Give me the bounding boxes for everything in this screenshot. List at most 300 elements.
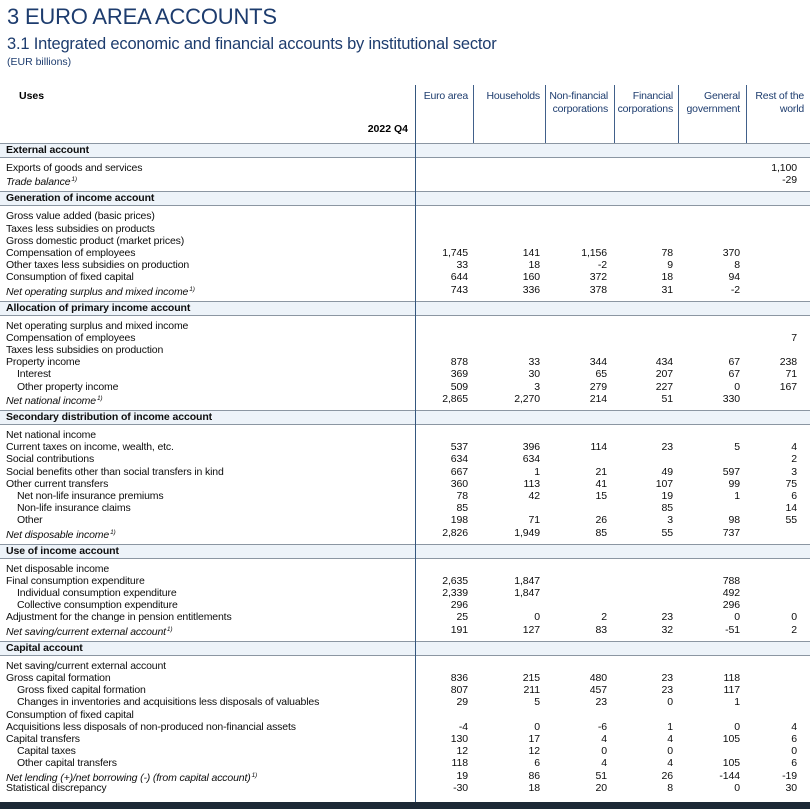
cell-value <box>415 235 473 247</box>
row-label: Net operating surplus and mixed income <box>6 319 189 332</box>
table-row-consumption-of-fixed-capital <box>0 271 810 283</box>
cell-value <box>473 563 545 575</box>
unit-note: (EUR billions) <box>7 56 72 68</box>
cell-value: 878 <box>450 356 468 369</box>
section-title-label: Use of income account <box>6 544 119 557</box>
table-row-net-operating-surplus-and-mixed-income <box>0 284 810 296</box>
cell-value <box>678 563 746 575</box>
cell-value: 597 <box>722 465 740 478</box>
section-rows-allocation-of-primary-income-account <box>0 316 810 410</box>
cell-value: -29 <box>782 174 797 187</box>
cell-value: 8 <box>667 781 673 794</box>
cell-value <box>415 223 473 235</box>
cell-value: 71 <box>528 514 540 527</box>
row-label: Net non-life insurance premiums <box>17 489 164 502</box>
cell-value: 2,635 <box>442 574 468 587</box>
cell-value: 114 <box>590 441 607 454</box>
table-row-net-saving-current-external-account <box>0 624 810 636</box>
section-rows-capital-account <box>0 656 810 799</box>
cell-value: 7 <box>791 331 797 344</box>
cell-value: 86 <box>528 769 540 782</box>
cell-value: 344 <box>589 356 607 369</box>
section-title-label: Capital account <box>6 641 83 654</box>
cell-value: 788 <box>722 574 740 587</box>
cell-value: 0 <box>667 745 673 758</box>
cell-value <box>473 502 545 514</box>
column-header-non-financial-corporations: Non-financial corporations <box>549 90 608 115</box>
cell-value <box>415 660 473 672</box>
cell-value: 3 <box>791 465 797 478</box>
cell-value: 0 <box>734 611 740 624</box>
cell-value <box>614 223 678 235</box>
footnote-marker: 1) <box>71 176 77 184</box>
cell-value <box>545 502 614 514</box>
cell-value: 83 <box>595 623 607 636</box>
table-row-compensation-of-employees <box>0 247 810 259</box>
cell-value: 492 <box>722 587 740 600</box>
cell-value: 118 <box>451 757 468 770</box>
cell-value: 25 <box>456 611 468 624</box>
cell-value <box>746 527 810 541</box>
cell-value: 167 <box>779 380 797 393</box>
cell-value <box>746 709 810 721</box>
footnote-marker: 1) <box>166 625 173 633</box>
cell-value: 0 <box>534 611 540 624</box>
cell-value: 30 <box>785 781 797 794</box>
cell-value <box>614 709 678 721</box>
table-row-non-life-insurance-claims <box>0 502 810 514</box>
cell-value <box>746 259 810 271</box>
table-row-social-benefits-other-than-social-transfers-in-kind <box>0 466 810 478</box>
cell-value: 378 <box>589 283 607 296</box>
cell-value: 4 <box>791 441 797 454</box>
cell-value: 23 <box>595 696 607 709</box>
cell-value: 336 <box>522 283 540 296</box>
cell-value <box>678 210 746 222</box>
cell-value: 14 <box>785 502 797 515</box>
cell-value: 2,270 <box>514 392 540 405</box>
cell-value: 1,847 <box>514 574 540 587</box>
cell-value <box>614 563 678 575</box>
table-row-gross-domestic-product-market-prices <box>0 235 810 247</box>
table-body <box>0 143 810 799</box>
cell-value: 191 <box>450 623 468 636</box>
row-label: Compensation of employees <box>6 331 136 344</box>
cell-value <box>415 563 473 575</box>
table-row-consumption-of-fixed-capital <box>0 709 810 721</box>
cell-value: 1,745 <box>442 246 468 259</box>
row-label: Other property income <box>17 380 119 393</box>
cell-value <box>545 320 614 332</box>
cell-value: 3 <box>534 380 540 393</box>
cell-value: 2,826 <box>442 526 468 539</box>
cell-value <box>678 223 746 235</box>
section-title-label: External account <box>6 144 90 156</box>
cell-value: 1 <box>734 696 740 709</box>
section-title-label: Secondary distribution of income account <box>6 411 213 423</box>
cell-value: 0 <box>791 745 797 758</box>
cell-value <box>545 235 614 247</box>
row-label: Gross domestic product (market prices) <box>6 234 185 247</box>
cell-value <box>678 174 746 188</box>
row-label: Net national income$^{1)}$ <box>6 394 103 407</box>
table-row-other-capital-transfers <box>0 757 810 769</box>
table-row-changes-in-inventories-and-acquisitions-less-disposals-of-valuables <box>0 696 810 708</box>
cell-value: 18 <box>528 259 540 272</box>
cell-value: 369 <box>450 368 468 381</box>
row-label: Net disposable income <box>6 562 110 575</box>
cell-value: 12 <box>528 745 540 758</box>
cell-value: 0 <box>601 745 607 758</box>
table-row-final-consumption-expenditure <box>0 575 810 587</box>
cell-value: 4 <box>791 720 797 733</box>
table-row-gross-capital-formation <box>0 672 810 684</box>
cell-value: 33 <box>456 259 468 272</box>
row-label: Net disposable income$^{1)}$ <box>6 528 116 541</box>
cell-value <box>746 271 810 283</box>
cell-value: 634 <box>450 453 468 466</box>
cell-value <box>746 587 810 599</box>
cell-value: 743 <box>450 283 468 296</box>
cell-value <box>614 429 678 441</box>
table-row-current-taxes-on-income-wealth-etc <box>0 441 810 453</box>
cell-value: 65 <box>595 368 607 381</box>
row-label: Trade balance$^{1)}$ <box>6 176 77 189</box>
cell-value <box>746 393 810 407</box>
cell-value <box>545 174 614 188</box>
cell-value: 12 <box>456 745 468 758</box>
row-label: Consumption of fixed capital <box>6 271 134 284</box>
section-title: 3.1 Integrated economic and financial accounts by institutional sector <box>7 35 497 53</box>
section-header-secondary-distribution-of-income-account <box>0 410 810 425</box>
cell-value <box>746 210 810 222</box>
cell-value: 238 <box>779 356 797 369</box>
cell-value: 198 <box>450 514 468 527</box>
cell-value: 18 <box>528 781 540 794</box>
table-row-net-non-life-insurance-premiums <box>0 490 810 502</box>
cell-value <box>415 344 473 356</box>
row-label: Net saving/current external account$^{1)}$ <box>6 625 173 638</box>
cell-value: 23 <box>661 684 673 697</box>
table-row-net-disposable-income <box>0 527 810 539</box>
cell-value: 117 <box>723 684 740 697</box>
cell-value: 6 <box>791 732 797 745</box>
row-label: Capital transfers <box>6 732 80 745</box>
row-label: Other current transfers <box>6 477 109 490</box>
cell-value <box>746 575 810 587</box>
cell-value <box>746 344 810 356</box>
cell-value: 1,100 <box>771 162 797 174</box>
cell-value: 30 <box>528 368 540 381</box>
cell-value: 480 <box>589 672 607 684</box>
cell-value: 67 <box>728 368 740 381</box>
column-separator <box>678 85 679 143</box>
page-bottom-bar <box>0 802 810 809</box>
cell-value <box>614 162 678 174</box>
cell-value <box>678 709 746 721</box>
cell-value: 279 <box>589 380 607 393</box>
cell-value: 105 <box>722 757 740 770</box>
cell-value: 23 <box>661 441 673 454</box>
cell-value: 4 <box>601 732 607 745</box>
cell-value <box>746 247 810 259</box>
column-header-households: Households <box>486 90 540 102</box>
column-separator <box>473 85 474 143</box>
cell-value: 17 <box>528 732 540 745</box>
cell-value: 0 <box>667 696 673 709</box>
section-rows-external-account <box>0 158 810 191</box>
row-label: Capital taxes <box>17 745 76 758</box>
table-row-net-saving-current-external-account <box>0 660 810 672</box>
row-label: Other taxes less subsidies on production <box>6 259 190 272</box>
cell-value <box>545 563 614 575</box>
cell-value: 6 <box>791 757 797 770</box>
cell-value: 105 <box>722 732 740 745</box>
cell-value: 0 <box>734 720 740 733</box>
row-label: Net national income <box>6 429 96 441</box>
column-header-financial-corporations: Financial corporations <box>617 90 673 115</box>
row-label: Gross value added (basic prices) <box>6 210 155 223</box>
section-header-allocation-of-primary-income-account <box>0 301 810 316</box>
cell-value: 1,156 <box>581 246 607 259</box>
cell-value: 537 <box>450 441 468 454</box>
table-row-compensation-of-employees <box>0 332 810 344</box>
table-row-net-lending-net-borrowing-from-capital-account <box>0 770 810 782</box>
row-label: Final consumption expenditure <box>6 574 145 587</box>
cell-value <box>678 745 746 757</box>
row-label: Other capital transfers <box>17 757 117 770</box>
cell-value: 26 <box>595 514 607 527</box>
cell-value: 9 <box>667 259 673 272</box>
column-header-general-government: General government <box>686 90 740 115</box>
cell-value: -2 <box>730 283 740 296</box>
cell-value: 2,865 <box>442 392 468 405</box>
cell-value <box>614 210 678 222</box>
cell-value <box>415 210 473 222</box>
cell-value: 18 <box>661 271 673 284</box>
cell-value: 49 <box>661 465 673 478</box>
cell-value: 20 <box>595 781 607 794</box>
cell-value <box>614 599 678 611</box>
cell-value <box>473 320 545 332</box>
section-title-label: Allocation of primary income account <box>6 301 191 314</box>
cell-value <box>545 599 614 611</box>
cell-value: 296 <box>450 599 468 612</box>
column-separator <box>614 85 615 143</box>
row-label: Social contributions <box>6 453 95 466</box>
table-row-interest <box>0 368 810 380</box>
cell-value: 4 <box>667 757 673 770</box>
cell-value <box>678 453 746 465</box>
cell-value <box>415 332 473 344</box>
cell-value <box>473 660 545 672</box>
row-label: Gross capital formation <box>6 672 111 684</box>
cell-value: 4 <box>601 757 607 770</box>
cell-value: 836 <box>450 672 468 684</box>
cell-value: 31 <box>661 283 673 296</box>
cell-value: 127 <box>522 623 540 636</box>
cell-value: 113 <box>523 477 540 490</box>
cell-value: 0 <box>734 781 740 794</box>
cell-value: -144 <box>719 769 740 782</box>
row-label: Consumption of fixed capital <box>6 708 134 721</box>
cell-value: 118 <box>723 672 740 684</box>
cell-value: 23 <box>661 672 673 684</box>
cell-value: 19 <box>456 769 468 782</box>
row-label: Changes in inventories and acquisitions less disposals of valuables <box>17 696 320 709</box>
table-row-net-national-income <box>0 393 810 405</box>
cell-value: 141 <box>522 246 540 259</box>
cell-value: 15 <box>595 489 607 502</box>
section-header-use-of-income-account <box>0 544 810 559</box>
column-separator <box>746 85 747 143</box>
cell-value: 360 <box>450 477 468 490</box>
row-label: Collective consumption expenditure <box>17 599 178 612</box>
cell-value <box>415 320 473 332</box>
cell-value <box>678 502 746 514</box>
cell-value <box>473 344 545 356</box>
cell-value <box>473 599 545 611</box>
section-rows-secondary-distribution-of-income-account <box>0 425 810 544</box>
cell-value: -6 <box>597 720 607 733</box>
section-title-label: Generation of income account <box>6 192 155 205</box>
cell-value: 370 <box>722 246 740 259</box>
table-header <box>0 85 810 143</box>
cell-value <box>746 284 810 298</box>
cell-value <box>746 235 810 247</box>
column-header-euro-area: Euro area <box>423 90 468 102</box>
cell-value: 372 <box>589 271 607 284</box>
cell-value <box>614 587 678 599</box>
cell-value: 2 <box>791 623 797 636</box>
cell-value <box>545 344 614 356</box>
cell-value: 2 <box>791 453 797 466</box>
cell-value <box>614 660 678 672</box>
cell-value: 75 <box>785 477 797 490</box>
cell-value: 211 <box>523 684 540 697</box>
cell-value: 21 <box>595 465 607 478</box>
table-row-net-operating-surplus-and-mixed-income <box>0 320 810 332</box>
cell-value: 434 <box>655 356 673 369</box>
cell-value: 396 <box>522 441 540 454</box>
row-label: Gross fixed capital formation <box>17 684 146 697</box>
cell-value <box>746 684 810 696</box>
cell-value <box>746 696 810 708</box>
cell-value <box>614 174 678 188</box>
cell-value: 737 <box>722 526 740 539</box>
cell-value <box>473 210 545 222</box>
cell-value <box>614 453 678 465</box>
table-row-acquisitions-less-disposals-of-non-produced-non-financial-assets <box>0 721 810 733</box>
cell-value: 6 <box>534 757 540 770</box>
cell-value: 1 <box>534 465 540 478</box>
cell-value <box>545 210 614 222</box>
cell-value: -4 <box>458 720 468 733</box>
cell-value: 5 <box>734 441 740 454</box>
column-header-rest-of-the-world: Rest of the world <box>755 90 804 115</box>
page-title: 3 EURO AREA ACCOUNTS <box>7 4 277 29</box>
cell-value <box>415 709 473 721</box>
period-label: 2022 Q4 <box>367 123 408 135</box>
cell-value: 1,949 <box>514 526 540 539</box>
cell-value <box>678 344 746 356</box>
cell-value: -2 <box>597 259 607 272</box>
cell-value: 94 <box>728 271 740 284</box>
footnote-marker: 1) <box>96 394 103 402</box>
section-header-capital-account <box>0 641 810 656</box>
section-header-generation-of-income-account <box>0 191 810 206</box>
row-label: Other <box>17 514 43 527</box>
cell-value: 26 <box>661 769 673 782</box>
main-column-divider <box>415 85 416 802</box>
table-row-trade-balance <box>0 174 810 189</box>
table-row-social-contributions <box>0 453 810 465</box>
column-headers <box>415 85 810 143</box>
cell-value: 1 <box>667 720 673 733</box>
table-row-other-current-transfers <box>0 478 810 490</box>
cell-value <box>746 599 810 611</box>
cell-value: 207 <box>655 368 673 381</box>
cell-value: 19 <box>661 489 673 502</box>
table-row-exports-of-goods-and-services <box>0 162 810 174</box>
row-label: Exports of goods and services <box>6 162 143 174</box>
cell-value <box>545 587 614 599</box>
cell-value: 23 <box>661 611 673 624</box>
cell-value <box>473 429 545 441</box>
cell-value: 98 <box>728 514 740 527</box>
cell-value: 55 <box>661 526 673 539</box>
cell-value: 85 <box>595 526 607 539</box>
uses-corner-label: Uses <box>19 90 45 102</box>
cell-value <box>415 162 473 174</box>
cell-value: 67 <box>728 356 740 369</box>
cell-value <box>545 709 614 721</box>
cell-value: 32 <box>661 623 673 636</box>
cell-value: 644 <box>450 271 468 284</box>
cell-value <box>545 429 614 441</box>
cell-value: 51 <box>595 769 607 782</box>
table-row-taxes-less-subsidies-on-production <box>0 344 810 356</box>
row-label: Statistical discrepancy <box>6 781 107 794</box>
cell-value <box>614 235 678 247</box>
row-label: Net operating surplus and mixed income$^{1)}$ <box>6 285 195 298</box>
table-row-other <box>0 514 810 526</box>
cell-value <box>678 235 746 247</box>
section-rows-generation-of-income-account <box>0 206 810 300</box>
cell-value <box>614 344 678 356</box>
cell-value: 42 <box>528 489 540 502</box>
table-row-statistical-discrepancy <box>0 782 810 794</box>
cell-value <box>678 429 746 441</box>
row-label: Current taxes on income, wealth, etc. <box>6 441 174 454</box>
cell-value: 0 <box>534 720 540 733</box>
table-row-taxes-less-subsidies-on-products <box>0 223 810 235</box>
cell-value <box>746 223 810 235</box>
cell-value: 107 <box>655 477 673 490</box>
row-label: Property income <box>6 356 81 369</box>
table-row-net-disposable-income <box>0 563 810 575</box>
footnote-marker: 1) <box>189 285 195 293</box>
cell-value: 5 <box>534 696 540 709</box>
row-label: Individual consumption expenditure <box>17 587 177 600</box>
row-label: Taxes less subsidies on products <box>6 222 155 235</box>
cell-value <box>545 162 614 174</box>
cell-value: 51 <box>661 392 673 405</box>
cell-value: 160 <box>522 271 540 284</box>
table-row-adjustment-for-the-change-in-pension-entitlements <box>0 611 810 623</box>
cell-value: 1 <box>734 489 740 502</box>
footnote-marker: 1) <box>110 528 116 536</box>
